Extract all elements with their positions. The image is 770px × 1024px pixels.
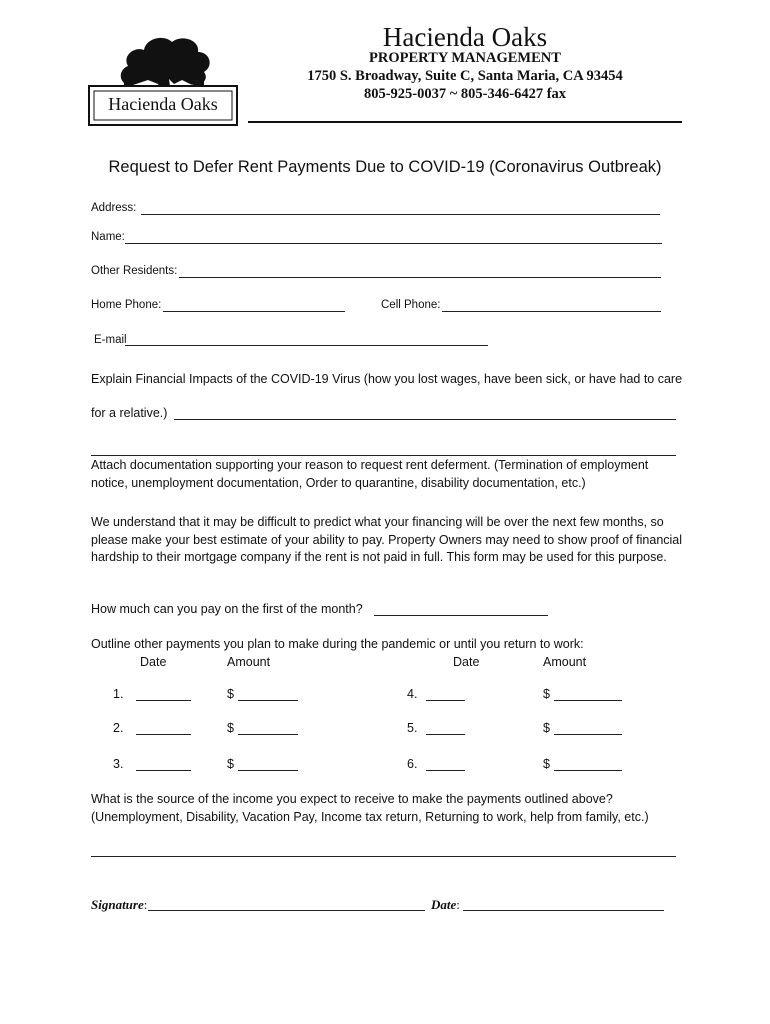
- explain-field-2[interactable]: [91, 455, 676, 456]
- row-number: 1.: [113, 687, 124, 701]
- signature-field[interactable]: [148, 910, 425, 911]
- col-date-left: Date: [140, 655, 167, 669]
- payment-date-field[interactable]: [426, 770, 465, 771]
- col-date-right: Date: [453, 655, 480, 669]
- signature-colon: :: [143, 897, 148, 912]
- email-label: E-mail: [94, 334, 127, 346]
- payment-date-field[interactable]: [136, 770, 191, 771]
- email-field[interactable]: [125, 345, 488, 346]
- signature-label-wrap: [91, 897, 147, 913]
- col-amount-left: Amount: [227, 655, 271, 669]
- address-field[interactable]: [141, 214, 660, 215]
- name-label: Name:: [91, 231, 125, 243]
- payment-amount-field[interactable]: [238, 700, 298, 701]
- header-divider: [248, 121, 682, 123]
- row-number: 5.: [407, 721, 418, 735]
- currency-symbol: $: [543, 721, 550, 735]
- pay-question: How much can you pay on the first of the month?: [91, 602, 363, 616]
- outline-heading: Outline other payments you plan to make during the pandemic or until you return to work:: [91, 637, 584, 651]
- date-field[interactable]: [463, 910, 664, 911]
- row-number: 2.: [113, 721, 124, 735]
- company-logo: [88, 28, 238, 126]
- page-title: Request to Defer Rent Payments Due to COVID-19 (Coronavirus Outbreak): [108, 158, 662, 176]
- date-label-wrap: [431, 897, 460, 913]
- row-number: 4.: [407, 687, 418, 701]
- cell-phone-field[interactable]: [442, 311, 661, 312]
- currency-symbol: $: [227, 757, 234, 771]
- payment-date-field[interactable]: [136, 734, 191, 735]
- currency-symbol: $: [543, 687, 550, 701]
- currency-symbol: $: [227, 721, 234, 735]
- estimate-paragraph: We understand that it may be difficult to predict what your financing will be over the next few months, so please make your best estimate of your ability to pay. Property Owners may need to show proof of financial hardship to their mortgage company if the rent is not paid in full. This form may be used for this purpose.: [91, 515, 683, 564]
- payment-amount-field[interactable]: [238, 770, 298, 771]
- payment-amount-field[interactable]: [238, 734, 298, 735]
- company-name: Hacienda Oaks: [382, 22, 548, 52]
- explain-line-2: for a relative.): [91, 406, 168, 420]
- explain-line-1: Explain Financial Impacts of the COVID-19 Virus (how you lost wages, have been sick, or have had to care: [91, 372, 683, 386]
- payment-amount-field[interactable]: [554, 700, 622, 701]
- explain-field-1[interactable]: [174, 419, 676, 420]
- address-label: Address:: [91, 202, 137, 214]
- company-phone: 805-925-0037 ~ 805-346-6427 fax: [363, 86, 567, 102]
- company-subtitle: PROPERTY MANAGEMENT: [369, 50, 561, 66]
- other-residents-field[interactable]: [179, 277, 661, 278]
- home-phone-label: Home Phone:: [91, 299, 162, 311]
- other-residents-label: Other Residents:: [91, 265, 178, 277]
- date-colon: :: [456, 897, 460, 912]
- payment-amount-field[interactable]: [554, 734, 622, 735]
- logo-text: Hacienda Oaks: [108, 94, 218, 114]
- currency-symbol: $: [227, 687, 234, 701]
- income-source-field[interactable]: [91, 856, 676, 857]
- signature-label: Signature: [91, 897, 144, 912]
- row-number: 6.: [407, 757, 418, 771]
- name-field[interactable]: [125, 243, 662, 244]
- home-phone-field[interactable]: [163, 311, 345, 312]
- pay-amount-field[interactable]: [374, 615, 548, 616]
- payment-date-field[interactable]: [426, 734, 465, 735]
- date-label: Date: [431, 897, 457, 912]
- income-source-question: What is the source of the income you expect to receive to make the payments outlined above? (Unemployment, Disability, Vacation Pay, Income tax return, Returning to work, help from family, etc.): [91, 792, 649, 824]
- cell-phone-label: Cell Phone:: [381, 299, 441, 311]
- attach-documentation-text: Attach documentation supporting your reason to request rent deferment. (Termination of employment notice, unemployment documentation, Order to quarantine, disability documentation, etc.): [91, 458, 649, 490]
- payment-amount-field[interactable]: [554, 770, 622, 771]
- currency-symbol: $: [543, 757, 550, 771]
- payment-date-field[interactable]: [136, 700, 191, 701]
- company-address: 1750 S. Broadway, Suite C, Santa Maria, CA 93454: [307, 68, 623, 84]
- payment-date-field[interactable]: [426, 700, 465, 701]
- row-number: 3.: [113, 757, 124, 771]
- col-amount-right: Amount: [543, 655, 587, 669]
